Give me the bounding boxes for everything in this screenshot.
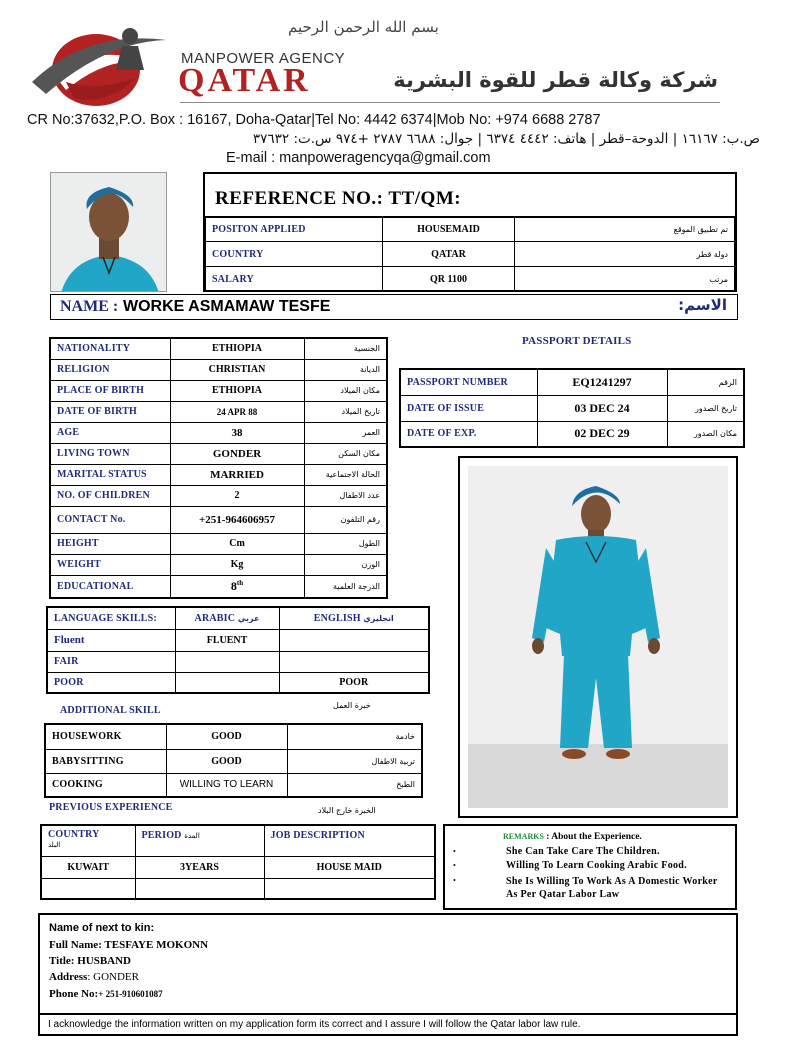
country-header-label: COUNTRY xyxy=(48,829,100,840)
personal-arabic: الحالة الاجتماعية xyxy=(304,464,387,485)
skill-value: GOOD xyxy=(166,749,287,773)
personal-label: LIVING TOWN xyxy=(50,443,170,464)
personal-value xyxy=(170,575,304,598)
reference-value: QATAR xyxy=(383,242,515,267)
skill-row xyxy=(45,773,422,797)
personal-label: HEIGHT xyxy=(50,533,170,554)
passport-label: DATE OF EXP. xyxy=(400,421,537,447)
previous-experience-table xyxy=(40,824,436,900)
language-english-value: POOR xyxy=(279,672,429,693)
reference-arabic: تم تطبيق الموقع xyxy=(515,217,735,242)
passport-value: EQ1241297 xyxy=(537,369,667,395)
reference-arabic: دولة قطر xyxy=(515,242,735,267)
kin-title: Name of next to kin: xyxy=(49,922,155,934)
personal-row xyxy=(50,401,387,422)
reference-row xyxy=(206,267,735,292)
reference-value: QR 1100 xyxy=(383,267,515,292)
passport-table xyxy=(399,368,745,448)
reference-label: SALARY xyxy=(206,267,383,292)
personal-row xyxy=(50,443,387,464)
personal-value: ETHIOPIA xyxy=(170,338,304,359)
reference-table xyxy=(205,216,735,292)
remark-item: She Can Take Care The Children. xyxy=(506,846,660,857)
language-english-column xyxy=(279,607,429,629)
remarks-box xyxy=(443,824,737,910)
skill-label: HOUSEWORK xyxy=(45,724,166,749)
skill-arabic: الطبخ xyxy=(287,773,422,797)
personal-arabic: العمر xyxy=(304,422,387,443)
language-arabic-value: FLUENT xyxy=(175,629,279,651)
experience-header-row xyxy=(41,825,435,856)
acknowledgement-text: I acknowledge the information written on my application form its correct and I assure I will follow the Qatar labor law rule. xyxy=(48,1019,581,1030)
skill-row xyxy=(45,749,422,773)
kin-address-label: Address xyxy=(49,971,88,983)
english-column-label: ENGLISH xyxy=(313,612,361,624)
experience-period-header xyxy=(135,825,264,856)
personal-arabic: الديانة xyxy=(304,359,387,380)
country-header-label-ar: البلد xyxy=(48,841,61,849)
education-suffix: th xyxy=(236,578,244,587)
skill-row xyxy=(45,724,422,749)
personal-label: DATE OF BIRTH xyxy=(50,401,170,422)
personal-label: PLACE OF BIRTH xyxy=(50,380,170,401)
personal-label: NATIONALITY xyxy=(50,338,170,359)
personal-arabic: مكان السكن xyxy=(304,443,387,464)
personal-row xyxy=(50,338,387,359)
language-row xyxy=(47,629,429,651)
passport-row xyxy=(400,395,744,421)
agency-arabic-title: شركة وكالة قطر للقوة البشرية xyxy=(393,68,718,92)
agency-big-title: QATAR xyxy=(178,62,311,99)
experience-empty-row xyxy=(41,878,435,899)
passport-label: DATE OF ISSUE xyxy=(400,395,537,421)
personal-arabic: الدرجة العلمية xyxy=(304,575,387,598)
passport-row xyxy=(400,369,744,395)
personal-value: 24 APR 88 xyxy=(170,401,304,422)
personal-details-table xyxy=(49,337,388,599)
personal-row xyxy=(50,380,387,401)
personal-value: GONDER xyxy=(170,443,304,464)
agency-logo-icon xyxy=(26,22,176,110)
additional-skill-title-ar: خبرة العمل xyxy=(333,701,371,710)
passport-label: PASSPORT NUMBER xyxy=(400,369,537,395)
education-level: 8 xyxy=(230,578,237,593)
kin-title-value: HUSBAND xyxy=(77,955,132,967)
personal-label: RELIGION xyxy=(50,359,170,380)
remarks-bullet-icon: • xyxy=(453,847,456,856)
language-header-label: LANGUAGE SKILLS: xyxy=(47,607,175,629)
language-header-row xyxy=(47,607,429,629)
personal-label: EDUCATIONAL xyxy=(50,575,170,598)
reference-row xyxy=(206,242,735,267)
kin-title-row xyxy=(49,955,131,967)
personal-value: +251-964606957 xyxy=(170,506,304,533)
next-of-kin-box xyxy=(38,913,738,1036)
personal-value: MARRIED xyxy=(170,464,304,485)
personal-row xyxy=(50,554,387,575)
reference-arabic: مرتب xyxy=(515,267,735,292)
personal-arabic: الوزن xyxy=(304,554,387,575)
kin-phone-label: Phone No: xyxy=(49,988,99,1000)
language-arabic-column xyxy=(175,607,279,629)
language-english-value xyxy=(279,629,429,651)
skill-arabic: خادمة xyxy=(287,724,422,749)
passport-row xyxy=(400,421,744,447)
skill-label: BABYSITTING xyxy=(45,749,166,773)
language-skills-table xyxy=(46,606,430,694)
personal-value: Cm xyxy=(170,533,304,554)
passport-arabic: تاريخ الصدور xyxy=(667,395,744,421)
personal-arabic: الطول xyxy=(304,533,387,554)
experience-period: 3YEARS xyxy=(135,856,264,878)
remarks-heading xyxy=(503,832,642,842)
personal-row xyxy=(50,575,387,598)
reference-label: POSITON APPLIED xyxy=(206,217,383,242)
kin-phone-value: + 251-910601087 xyxy=(98,989,163,999)
remark-item: Willing To Learn Cooking Arabic Food. xyxy=(506,860,687,871)
personal-arabic: مكان الميلاد xyxy=(304,380,387,401)
language-row xyxy=(47,651,429,672)
remark-item: She Is Willing To Work As A Domestic Worker As Per Qatar Labor Law xyxy=(506,876,718,900)
applicant-full-body-photo xyxy=(458,456,738,818)
cr-line: CR No:37632,P.O. Box : 16167, Doha-Qatar|Tel No: 4442 6374|Mob No: +974 6688 2787 xyxy=(27,112,601,128)
personal-arabic: الجنسية xyxy=(304,338,387,359)
header-rule xyxy=(180,102,720,103)
arabic-column-label: ARABIC xyxy=(194,612,236,624)
personal-arabic: عدد الاطفال xyxy=(304,485,387,506)
kin-title-label: Title: xyxy=(49,955,75,967)
language-english-value xyxy=(279,651,429,672)
english-column-label-ar: انجليزي xyxy=(363,613,394,623)
email-line: E-mail : manpoweragencyqa@gmail.com xyxy=(226,150,491,166)
kin-full-name xyxy=(49,939,208,951)
personal-label: NO. OF CHILDREN xyxy=(50,485,170,506)
experience-job-header: JOB DESCRIPTION xyxy=(264,825,435,856)
personal-arabic: تاريخ الميلاد xyxy=(304,401,387,422)
passport-value: 03 DEC 24 xyxy=(537,395,667,421)
arabic-column-label-ar: عربي xyxy=(237,613,260,623)
kin-full-name-value: TESFAYE MOKONN xyxy=(104,939,209,951)
experience-row xyxy=(41,856,435,878)
remarks-heading-text: : About the Experience. xyxy=(543,832,642,842)
experience-country-header xyxy=(41,825,135,856)
reference-label: COUNTRY xyxy=(206,242,383,267)
additional-skill-title: ADDITIONAL SKILL xyxy=(60,705,161,716)
personal-row xyxy=(50,422,387,443)
agency-small-title: MANPOWER AGENCY xyxy=(181,50,346,67)
reference-title: REFERENCE NO.: TT/QM: xyxy=(215,188,462,209)
cr-line-arabic: ص.ب: ١٦١٦٧ | الدوحة–قطر | هاتف: ٤٤٤٢ ٦٣٧٤ | جوال: ٦٦٨٨ ٢٧٨٧ +٩٧٤ س.ت: ٣٧٦٣٢ xyxy=(252,131,760,147)
period-header-label-ar: المدة xyxy=(184,832,200,840)
remarks-bullet-icon: • xyxy=(453,861,456,870)
kin-address-row xyxy=(49,971,139,983)
personal-label: CONTACT No. xyxy=(50,506,170,533)
personal-row xyxy=(50,533,387,554)
period-header-label: PERIOD xyxy=(141,830,182,841)
personal-value: 38 xyxy=(170,422,304,443)
personal-arabic: رقم التلفون xyxy=(304,506,387,533)
experience-country: KUWAIT xyxy=(41,856,135,878)
name-bar xyxy=(50,294,738,320)
kin-phone-row xyxy=(49,988,163,1000)
language-level: POOR xyxy=(47,672,175,693)
bismillah: بسم الله الرحمن الرحيم xyxy=(288,18,439,36)
language-level: FAIR xyxy=(47,651,175,672)
personal-label: WEIGHT xyxy=(50,554,170,575)
name-label: NAME : xyxy=(60,298,119,315)
language-row xyxy=(47,672,429,693)
name-arabic-label: الاسم: xyxy=(678,296,727,314)
skill-value: GOOD xyxy=(166,724,287,749)
reference-row xyxy=(206,217,735,242)
experience-job: HOUSE MAID xyxy=(264,856,435,878)
kin-full-name-label: Full Name: xyxy=(49,939,102,951)
personal-label: AGE xyxy=(50,422,170,443)
personal-label: MARITAL STATUS xyxy=(50,464,170,485)
language-arabic-value xyxy=(175,651,279,672)
personal-row xyxy=(50,359,387,380)
personal-value: 2 xyxy=(170,485,304,506)
language-arabic-value xyxy=(175,672,279,693)
passport-value: 02 DEC 29 xyxy=(537,421,667,447)
previous-experience-title: PREVIOUS EXPERIENCE xyxy=(49,802,173,813)
header xyxy=(0,0,801,170)
skill-arabic: تربية الاطفال xyxy=(287,749,422,773)
passport-arabic: الرقم xyxy=(667,369,744,395)
personal-row xyxy=(50,506,387,533)
personal-value: ETHIOPIA xyxy=(170,380,304,401)
personal-value: Kg xyxy=(170,554,304,575)
previous-experience-title-ar: الخبرة خارج البلاد xyxy=(318,806,376,815)
remarks-bullet-icon: • xyxy=(453,876,456,885)
remarks-label: REMARKS xyxy=(503,832,544,841)
applicant-portrait-photo xyxy=(50,172,167,292)
passport-arabic: مكان الصدور xyxy=(667,421,744,447)
kin-address-value: : GONDER xyxy=(87,971,139,983)
applicant-name: WORKE ASMAMAW TESFE xyxy=(123,298,331,315)
passport-title: PASSPORT DETAILS xyxy=(522,335,632,347)
skill-value: WILLING TO LEARN xyxy=(166,773,287,797)
language-level: Fluent xyxy=(47,629,175,651)
personal-row xyxy=(50,485,387,506)
reference-value: HOUSEMAID xyxy=(383,217,515,242)
skill-label: COOKING xyxy=(45,773,166,797)
personal-row xyxy=(50,464,387,485)
personal-value: CHRISTIAN xyxy=(170,359,304,380)
additional-skill-table xyxy=(44,723,423,798)
